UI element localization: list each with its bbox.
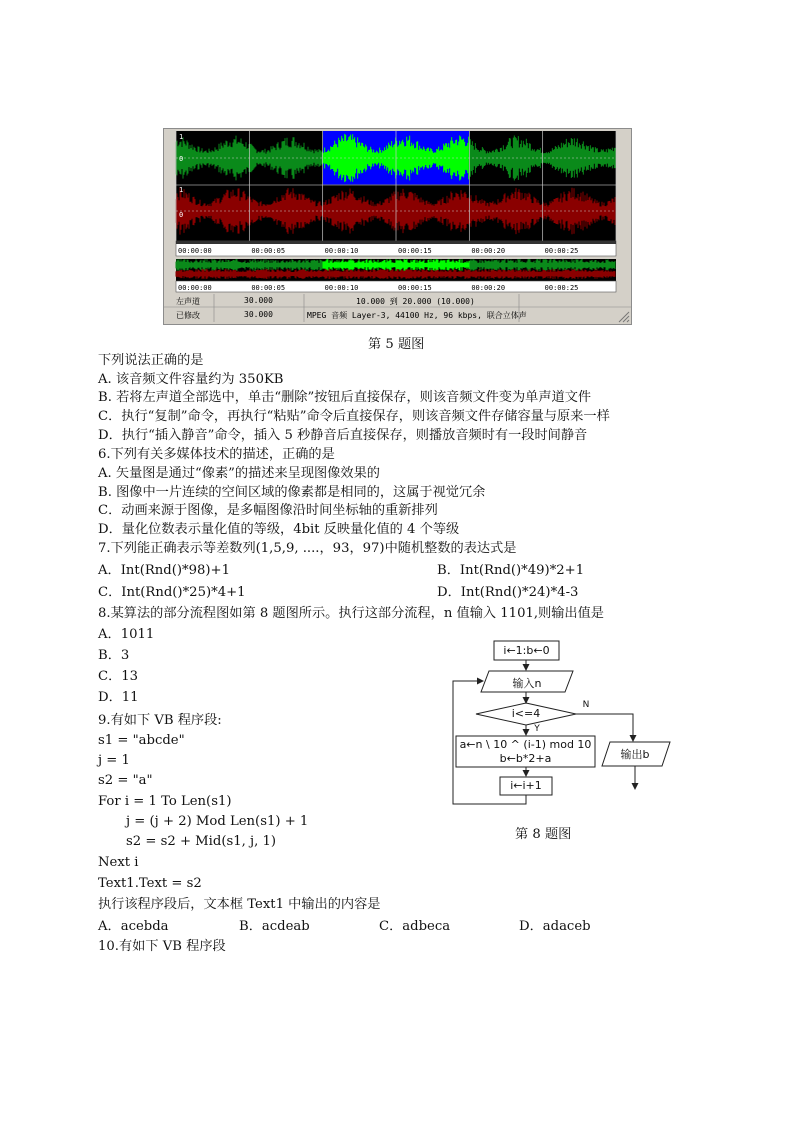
q7-option-c: C．Int(Rnd()*25)*4+1 (98, 585, 246, 600)
tick-label: 00:00:05 (251, 247, 286, 255)
q9-stem: 9.有如下 VB 程序段: (98, 713, 222, 728)
code-line: s1 = "abcde" (98, 733, 185, 748)
tick-label: 00:00:10 (324, 284, 359, 292)
code-line: j = 1 (98, 753, 130, 768)
channel-mark: 0 (179, 155, 184, 163)
size-value: 30.000 (244, 310, 273, 319)
modified-label: 已修改 (176, 311, 200, 320)
process-text-1: a←n \ 10 ^ (i-1) mod 10 (459, 738, 592, 751)
no-label: N (582, 700, 590, 710)
q5-option-d: D．执行“插入静音”命令，插入 5 秒静音后直接保存，则播放音频时有一段时间静音 (98, 428, 588, 443)
tick-label: 00:00:00 (178, 284, 212, 292)
q8-option-c: C．13 (98, 669, 139, 684)
q8-stem: 8.某算法的部分流程图如第 8 题图所示。执行这部分流程，n 值输入 1101,则输出值是 (98, 606, 604, 621)
yes-label: Y (534, 724, 540, 734)
q5-stem: 下列说法正确的是 (98, 353, 204, 368)
condition-text: i<=4 (511, 707, 541, 720)
q5-option-b: B. 若将左声道全部选中，单击“删除”按钮后直接保存，则该音频文件变为单声道文件 (98, 390, 592, 405)
q9-option-a: A．acebda (98, 919, 169, 934)
q7-option-b: B．Int(Rnd()*49)*2+1 (437, 563, 585, 578)
q10-stem: 10.有如下 VB 程序段 (98, 939, 226, 954)
q9-option-b: B．acdeab (239, 919, 310, 934)
ruler-bar (176, 241, 616, 244)
audio-editor-window (163, 128, 632, 325)
code-line: Next i (98, 855, 139, 870)
q6-option-a: A. 矢量图是通过“像素”的描述来呈现图像效果的 (98, 466, 380, 481)
q8-option-d: D．11 (98, 690, 139, 705)
format-info: MPEG 音频 Layer-3, 44100 Hz, 96 kbps, 联合立体声 (307, 311, 527, 320)
q9-option-d: D．adaceb (519, 919, 591, 934)
q9-option-c: C．adbeca (379, 919, 451, 934)
code-line: s2 = "a" (98, 773, 153, 788)
tick-label: 00:00:10 (324, 247, 359, 255)
q8-option-b: B．3 (98, 648, 130, 663)
length-value: 30.000 (244, 296, 273, 305)
tick-label: 00:00:25 (544, 284, 579, 292)
channel-label: 左声道 (176, 297, 200, 306)
increment-text: i←i+1 (510, 779, 542, 792)
tick-label: 00:00:20 (471, 247, 506, 255)
code-line: s2 = s2 + Mid(s1, j, 1) (126, 834, 277, 849)
process-text-2: b←b*2+a (499, 752, 552, 765)
input-text: 输入n (512, 677, 542, 690)
q5-option-c: C．执行“复制”命令，再执行“粘贴”命令后直接保存，则该音频文件存储容量与原来一样 (98, 409, 610, 424)
channel-mark: 1 (179, 186, 184, 194)
channel-mark: 0 (179, 211, 184, 219)
q7-stem: 7.下列能正确表示等差数列(1,5,9, ....，93，97)中随机整数的表达式是 (98, 541, 517, 556)
flowchart-diagram (445, 636, 680, 811)
tick-label: 00:00:15 (398, 284, 432, 292)
q7-option-d: D．Int(Rnd()*24)*4-3 (437, 585, 579, 600)
flowchart-figure-8 (445, 636, 680, 811)
q7-option-a: A．Int(Rnd()*98)+1 (98, 563, 230, 578)
tick-label: 00:00:15 (398, 247, 432, 255)
figure-8-caption: 第 8 题图 (515, 827, 572, 842)
tick-label: 00:00:25 (544, 247, 579, 255)
q6-option-c: C．动画来源于图像，是多幅图像沿时间坐标轴的重新排列 (98, 503, 438, 518)
waveform-display (164, 129, 631, 324)
tick-label: 00:00:00 (178, 247, 212, 255)
selection-range: 10.000 到 20.000 (10.000) (356, 297, 475, 306)
q9-question: 执行该程序段后，文本框 Text1 中输出的内容是 (98, 897, 381, 912)
code-line: Text1.Text = s2 (98, 876, 202, 891)
code-line: For i = 1 To Len(s1) (98, 794, 232, 809)
q6-option-b: B. 图像中一片连续的空间区域的像素都是相同的，这属于视觉冗余 (98, 485, 486, 500)
tick-label: 00:00:20 (471, 284, 506, 292)
q6-option-d: D．量化位数表示量化值的等级，4bit 反映量化值的 4 个等级 (98, 522, 460, 537)
channel-mark: 1 (179, 133, 184, 141)
figure-5-caption: 第 5 题图 (368, 337, 425, 352)
q8-option-a: A．1011 (98, 627, 155, 642)
output-text: 输出b (620, 748, 650, 761)
tick-label: 00:00:05 (251, 284, 286, 292)
init-text: i←1:b←0 (503, 644, 550, 657)
q5-option-a: A. 该音频文件容量约为 350KB (98, 372, 284, 387)
code-line: j = (j + 2) Mod Len(s1) + 1 (126, 814, 309, 829)
q6-stem: 6.下列有关多媒体技术的描述，正确的是 (98, 447, 335, 462)
